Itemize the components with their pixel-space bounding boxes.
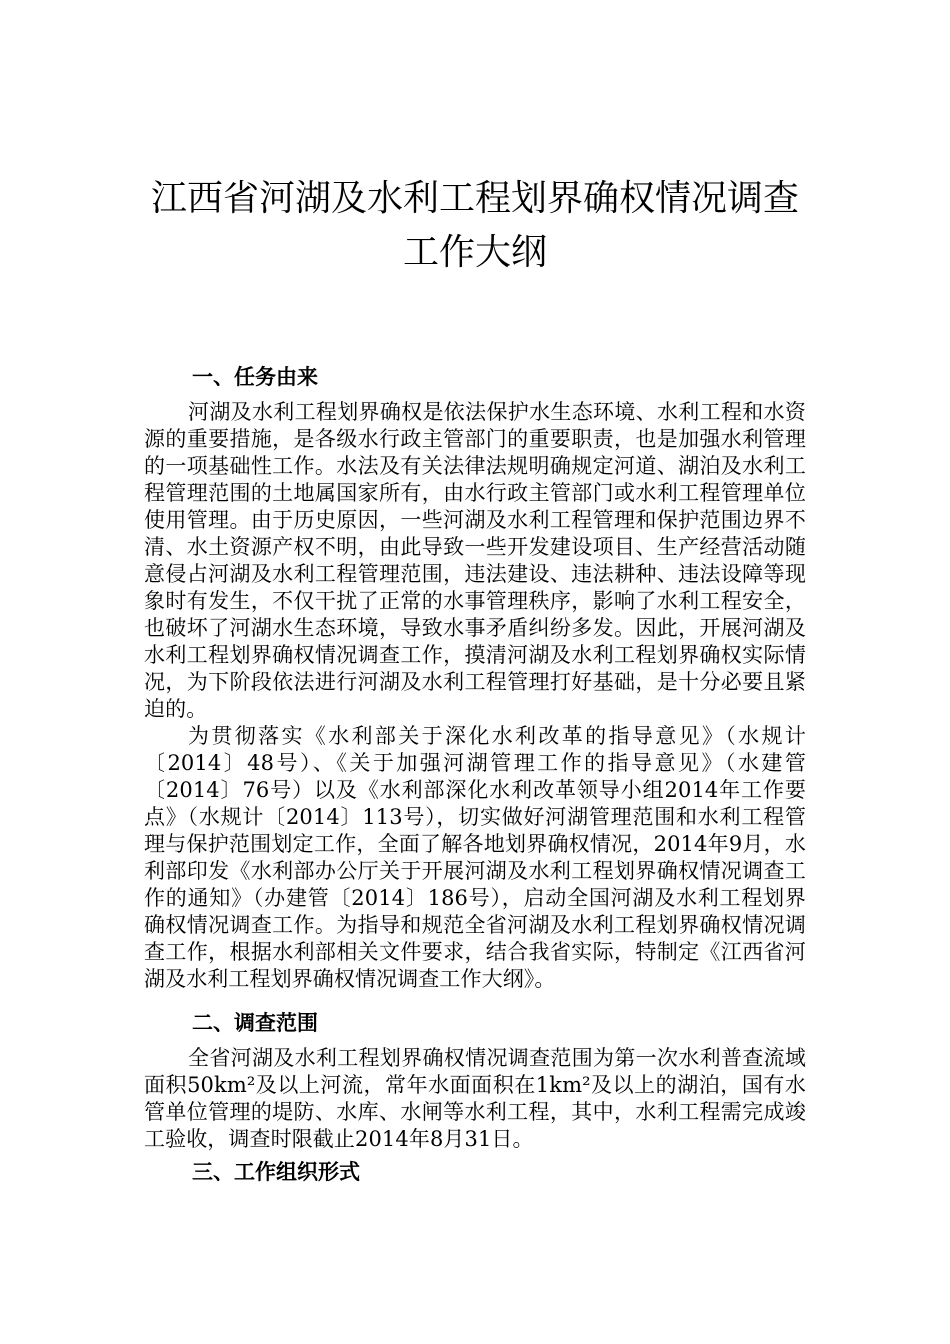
section-1-paragraph-1: 河湖及水利工程划界确权是依法保护水生态环境、水利工程和水资源的重要措施，是各级水行政主管部门的重要职责，也是加强水利管理的一项基础性工作。水法及有关法律法规明确规定河道、湖泊及水利工程管理范围的土地属国家所有，由水行政主管部门或水利工程管理单位使用管理。由于历史原因，一些河湖及水利工程管理和保护范围边界不清、水土资源产权不明，由此导致一些开发建设项目、生产经营活动随意侵占河湖及水利工程管理范围，违法建设、违法耕种、违法设障等现象时有发生，不仅干扰了正常的水事管理秩序，影响了水利工程安全，也破坏了河湖水生态环境，导致水事矛盾纠纷多发。因此，开展河湖及水利工程划界确权情况调查工作，摸清河湖及水利工程划界确权实际情况，为下阶段依法进行河湖及水利工程管理打好基础，是十分必要且紧迫的。 (144, 400, 806, 721)
section-1-paragraph-2: 为贯彻落实《水利部关于深化水利改革的指导意见》（水规计〔2014〕48号）、《关于加强河湖管理工作的指导意见》（水建管〔2014〕76号）以及《水利部深化水利改革领导小组2014年工作要点》（水规计〔2014〕113号），切实做好河湖管理范围和水利工程管理与保护范围划定工作，全面了解各地划界确权情况，2014年9月，水利部印发《水利部办公厅关于开展河湖及水利工程划界确权情况调查工作的通知》（办建管〔2014〕186号），启动全国河湖及水利工程划界确权情况调查工作。为指导和规范全省河湖及水利工程划界确权情况调查工作，根据水利部相关文件要求，结合我省实际，特制定《江西省河湖及水利工程划界确权情况调查工作大纲》。 (144, 724, 806, 991)
title-line-1: 江西省河湖及水利工程划界确权情况调查 (150, 178, 799, 219)
section-3-heading: 三、工作组织形式 (192, 1160, 360, 1184)
section-2-paragraph-1: 全省河湖及水利工程划界确权情况调查范围为第一次水利普查流域面积50km²及以上河流，常年水面面积在1km²及以上的湖泊，国有水管单位管理的堤防、水库、水闸等水利工程，其中，水利工程需完成竣工验收，调查时限截止2014年8月31日。 (144, 1046, 806, 1151)
document-title (100, 172, 850, 280)
section-1-heading: 一、任务由来 (192, 365, 318, 389)
section-2-heading: 二、调查范围 (192, 1011, 318, 1035)
title-line-2: 工作大纲 (402, 232, 547, 273)
